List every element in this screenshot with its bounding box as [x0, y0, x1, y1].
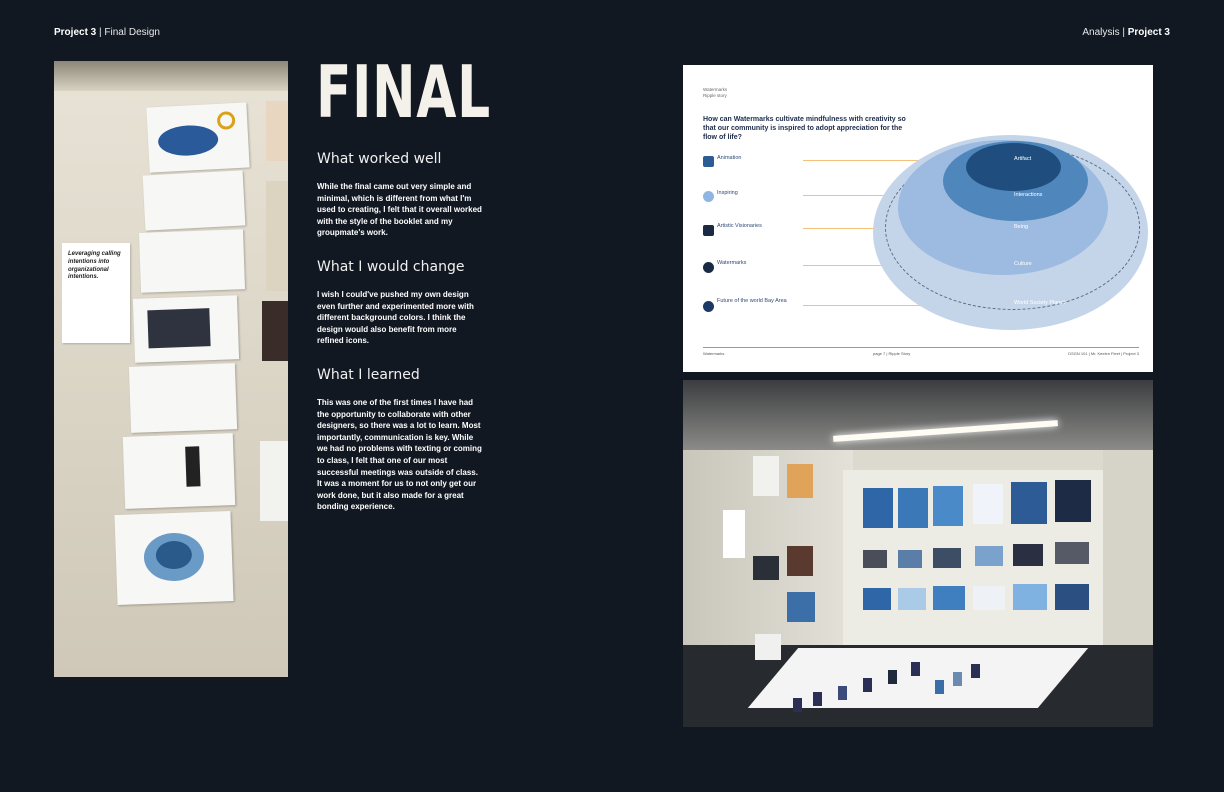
- lightbulb-icon: [703, 191, 714, 202]
- exhibit-print: [1013, 544, 1043, 566]
- diagram-header: [703, 87, 727, 99]
- exhibit-print: [1055, 584, 1089, 610]
- exhibit-print: [898, 550, 922, 568]
- poster-print: [146, 102, 249, 172]
- diagram-question: How can Watermarks cultivate mindfulness with creativity so that our community is inspired to adopt appreciation for the flow of life?: [703, 116, 906, 142]
- poster-print: [129, 363, 237, 433]
- poster-print: [143, 170, 246, 230]
- logo-icon: [703, 262, 714, 273]
- exhibit-print: [787, 592, 815, 622]
- exhibit-print: [898, 588, 926, 610]
- film-icon: [703, 156, 714, 167]
- wall-display-photo: [54, 61, 288, 677]
- diagram-row-future: [717, 298, 867, 304]
- page-header-right: [1082, 27, 1170, 38]
- section-body-would-change: I wish I could've pushed my own design even further and experimented more with different background colors. I think the design would also benefit from more refined icons.: [317, 290, 474, 346]
- exhibit-print: [787, 546, 813, 576]
- header-separator: |: [1119, 27, 1128, 38]
- wall-note-card: [62, 243, 130, 343]
- brush-icon: [703, 225, 714, 236]
- section-heading-learned: What I learned: [317, 367, 420, 383]
- ring-label: Being: [1014, 224, 1029, 230]
- booklet: [911, 662, 920, 676]
- diagram-brand: Watermarks: [703, 87, 728, 92]
- diagram-footer-center: page 7 | Ripple Story: [873, 351, 911, 356]
- diagram-row-title: Artistic Visionaries: [717, 223, 762, 229]
- poster-print: [139, 229, 245, 293]
- diagram-row-title: Future of the world Bay Area: [717, 298, 787, 304]
- ring-label: World Society Planet: [1014, 300, 1065, 306]
- exhibit-print: [1011, 482, 1047, 524]
- booklet: [888, 670, 897, 684]
- exhibit-print: [753, 556, 779, 580]
- section-body-learned: This was one of the first times I have had the opportunity to collaborate with other designers, so there was a lot to learn. Most importantly, communication is key. While we had no problems with texting or coming to class, I felt that one of our most successful meetings was outside of class. It was a moment for us to not only get our work done, but it also made for a great bonding experience.: [317, 398, 482, 512]
- side-print: [260, 441, 288, 521]
- section-body-worked-well: While the final came out very simple and minimal, which is different from what I'm used to creating, I felt that it overall worked with the style of the booklet and my groupmate's work.: [317, 182, 482, 238]
- ring-label: Culture: [1014, 261, 1032, 267]
- exhibit-print: [1055, 480, 1091, 522]
- exhibit-print: [975, 546, 1003, 566]
- section-heading-worked-well: What worked well: [317, 151, 442, 167]
- ring-label: Interactions: [1014, 192, 1043, 198]
- page-header-left: [54, 27, 160, 38]
- section-heading-would-change: What I would change: [317, 259, 465, 275]
- booklet: [971, 664, 980, 678]
- exhibit-print: [933, 486, 963, 526]
- ripple-diagram-page: [683, 65, 1153, 372]
- side-print: [266, 101, 288, 161]
- gallery-exhibition-photo: [683, 380, 1153, 727]
- side-print: [266, 181, 288, 291]
- diagram-row-title: Watermarks: [717, 260, 747, 266]
- header-project-label: Project 3: [54, 27, 97, 38]
- exhibit-print: [973, 586, 1005, 610]
- exhibit-print: [863, 550, 887, 568]
- booklet: [953, 672, 962, 686]
- booklet: [813, 692, 822, 706]
- poster-print: [123, 433, 235, 509]
- header-separator: |: [96, 27, 105, 38]
- gallery-ceiling: [683, 380, 1153, 450]
- booklet: [793, 698, 802, 712]
- poster-print: [133, 295, 239, 363]
- exhibit-print: [723, 510, 745, 558]
- globe-icon: [703, 301, 714, 312]
- exhibit-print: [787, 464, 813, 498]
- poster-print: [114, 511, 233, 605]
- header-section-label: Final Design: [104, 27, 160, 38]
- exhibit-print: [863, 588, 891, 610]
- ripple-core: [966, 143, 1061, 191]
- ring-label: Artifact: [1014, 156, 1032, 162]
- booklet: [935, 680, 944, 694]
- exhibit-print: [1055, 542, 1089, 564]
- header-analysis-label: Analysis: [1082, 27, 1120, 38]
- exhibit-print: [753, 456, 779, 496]
- diagram-footer-right: DSGN 101 | Mr. Keelen Fleet | Project 3: [1068, 351, 1139, 356]
- diagram-subtitle: Ripple story: [703, 92, 727, 98]
- page-title: FINAL: [316, 50, 491, 134]
- diagram-footer-left: Watermarks: [703, 351, 725, 356]
- wall-note-text: Leveraging calling intentions into organizational intentions.: [68, 251, 121, 281]
- exhibit-print: [755, 634, 781, 660]
- exhibit-print: [973, 484, 1003, 524]
- diagram-row-title: Animation: [717, 155, 742, 161]
- exhibit-print: [933, 548, 961, 568]
- booklet: [838, 686, 847, 700]
- exhibit-print: [863, 488, 893, 528]
- header-project-label: Project 3: [1127, 27, 1170, 38]
- exhibit-print: [898, 488, 928, 528]
- side-print: [262, 301, 288, 361]
- wall-shadow: [54, 61, 288, 91]
- exhibit-print: [933, 586, 965, 610]
- diagram-row-title: Inspiring: [717, 190, 738, 196]
- booklet: [863, 678, 872, 692]
- footer-rule: [703, 347, 1139, 348]
- exhibit-print: [1013, 584, 1047, 610]
